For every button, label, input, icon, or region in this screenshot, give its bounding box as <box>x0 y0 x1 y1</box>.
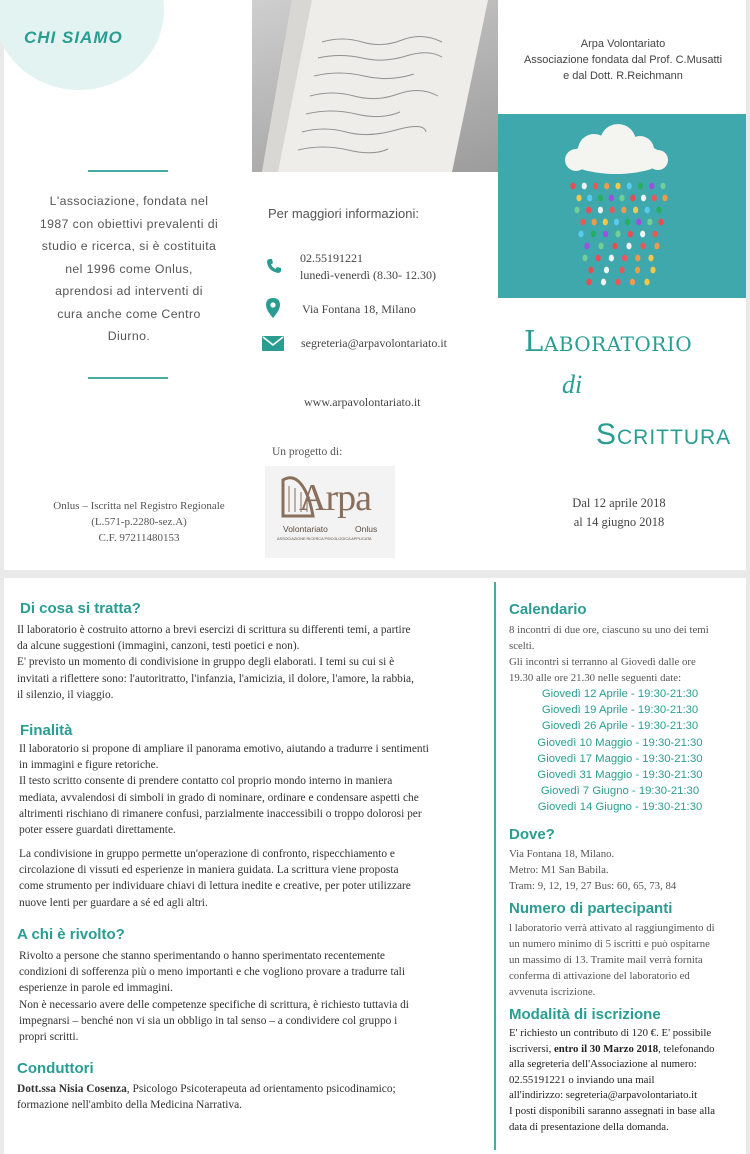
office-hours: lunedì-venerdì (8.30- 12.30) <box>300 268 436 282</box>
section-body-a-chi: Rivolto a persone che stanno sperimentando o hanno sperimentato recentemente condizioni di sofferenza più o meno importanti e che vogliono provare a tradurre tali esperienze in parole ed immagini. Non è necessario avere delle competenze specifiche di scrittura, è richiesto tuttavia di impegnarsi – benché non vi sia un obbligo in tal senso – a condividere col gruppo i propri scritti. <box>19 950 409 1044</box>
chi-siamo-heading: CHI SIAMO <box>24 28 123 47</box>
calendar-date: Giovedì 14 Giugno - 19:30-21:30 <box>537 801 703 814</box>
calendar-date: Giovedì 10 Maggio - 19:30-21:30 <box>537 736 703 749</box>
title-di: di <box>562 370 583 399</box>
section-title-dove: Dove? <box>509 826 555 843</box>
section-title-conduttori: Conduttori <box>17 1060 94 1077</box>
divider <box>88 170 168 172</box>
registry-info: Onlus – Iscritta nel Registro Regionale (L.571-p.2280-sez.A) C.F. 97211480153 <box>53 500 225 544</box>
section-body-di-cosa: Il laboratorio è costruito attorno a brevi esercizi di scrittura su differenti temi, a partire da alcune suggestioni (immagini, canzoni, testi poetici e non). E' previsto un momento di condivisione in gruppo degli elaborati. I temi su cui si è invitati a riflettere sono: l'autoritratto, l'infanzia, l'amicizia, il dolore, l'amore, la rabbia, il silenzio, il viaggio. <box>17 624 414 701</box>
title-laboratorio: Laboratorio <box>524 324 693 358</box>
logo-word: Arpa <box>299 477 371 519</box>
section-title-iscrizione: Modalità di iscrizione <box>509 1006 661 1023</box>
section-title-a-chi: A chi è rivolto? <box>17 926 125 943</box>
divider <box>88 377 168 379</box>
course-dates: Dal 12 aprile 2018 al 14 giugno 2018 <box>572 496 666 529</box>
section-title-partecipanti: Numero di partecipanti <box>509 900 673 917</box>
calendar-date: Giovedì 19 Aprile - 19:30-21:30 <box>541 704 699 717</box>
phone-number[interactable]: 02.55191221 <box>300 251 363 265</box>
section-body-finalita-2: La condivisione in gruppo permette un'operazione di confronto, rispecchiamento e circolazione di vissuti ed esperienze in maniera guidata. La scrittura viene proposta come strumento per individuare chiavi di lettura inedite e creative, per poter utilizzare nuove lenti per guardare a sé ed agli altri. <box>19 848 411 909</box>
section-body-partecipanti: l laboratorio verrà attivato al raggiungimento di un numero minimo di 5 iscritti e può ospitarne un massimo di 13. Tramite mail verrà fornita conferma di attivazione del laboratorio ed avvenuta iscrizione. <box>509 922 715 998</box>
section-body-finalita: Il laboratorio si propone di ampliare il panorama emotivo, aiutando a tradurre i sentimenti in immagini e figure retoriche. Il testo scritto consente di prendere contatto col proprio mondo interno in maniera mediata, avvalendosi di simboli in grado di nominare, ordinare e condensare aspetti che altrimenti rischiano di rimanere confusi, parzialmente inaccessibili o troppo dolorosi per poter essere guardati direttamente. <box>19 743 429 837</box>
intro-text: L'associazione, fondata nel 1987 con obiettivi prevalenti di studio e ricerca, si è costituita nel 1996 come Onlus, aprendosi ad interventi di cura anche come Centro Diurno. <box>39 194 219 343</box>
calendar-date: Giovedì 7 Giugno - 19:30-21:30 <box>540 785 700 798</box>
brochure-inside <box>4 578 746 1154</box>
calendar-date: Giovedì 17 Maggio - 19:30-21:30 <box>537 752 703 765</box>
book-photo <box>252 0 498 172</box>
brochure-outside <box>4 0 746 570</box>
calendar-date: Giovedì 31 Maggio - 19:30-21:30 <box>537 769 703 782</box>
mail-icon <box>262 336 284 351</box>
cloud-rain-photo <box>498 114 746 298</box>
org-header: Arpa Volontariato Associazione fondata dal Prof. C.Musatti e dal Dott. R.Reichmann <box>523 38 723 82</box>
section-title-finalita: Finalità <box>20 722 73 739</box>
calendar-date: Giovedì 26 Aprile - 19:30-21:30 <box>541 720 699 733</box>
section-body-dove: Via Fontana 18, Milano. Metro: M1 San Babila. Tram: 9, 12, 19, 27 Bus: 60, 65, 73, 84 <box>509 848 677 892</box>
section-title-di-cosa: Di cosa si tratta? <box>20 600 141 617</box>
calendar-date: Giovedì 12 Aprile - 19:30-21:30 <box>541 688 699 700</box>
calendar-dates <box>530 686 710 816</box>
conductor-name: Dott.ssa Nisia Cosenza <box>17 1083 127 1095</box>
section-body-iscrizione: E' richiesto un contributo di 120 €. E' possibile iscriversi, entro il 30 Marzo 2018, telefonando alla segreteria dell'Associazione al numero: 02.55191221 o inviando una mail all'indirizzo: segreteria@arpavolontariato.it I posti disponibili saranno assegnati in base alla data di presentazione della domanda. <box>509 1027 716 1133</box>
logo-sub-left: Volontariato <box>283 524 328 534</box>
location-pin-icon <box>266 298 280 318</box>
section-title-calendario: Calendario <box>509 601 587 618</box>
logo-tagline: ASSOCIAZIONE RICERCA PSICOLOGICA APPLICATA <box>277 537 372 541</box>
phone-text[interactable] <box>300 250 436 284</box>
calendar-intro: 8 incontri di due ore, ciascuno su uno dei temi scelti. Gli incontri si terranno al Giovedì dalle ore 19.30 alle ore 21.30 nelle seguenti date: <box>509 624 709 684</box>
email-link[interactable]: segreteria@arpavolontariato.it <box>301 336 447 350</box>
address-text: Via Fontana 18, Milano <box>302 302 416 316</box>
info-title: Per maggiori informazioni: <box>268 206 420 221</box>
section-body-conduttori: Dott.ssa Nisia Cosenza, Psicologo Psicoterapeuta ad orientamento psicodinamico; formazione nell'ambito della Medicina Narrativa. <box>17 1083 396 1112</box>
arpa-logo <box>265 466 395 558</box>
title-scrittura: Scrittura <box>596 418 732 451</box>
logo-sub-right: Onlus <box>355 524 378 534</box>
website-link[interactable]: www.arpavolontariato.it <box>304 395 421 409</box>
phone-icon <box>266 258 282 274</box>
progetto-label: Un progetto di: <box>272 446 343 458</box>
